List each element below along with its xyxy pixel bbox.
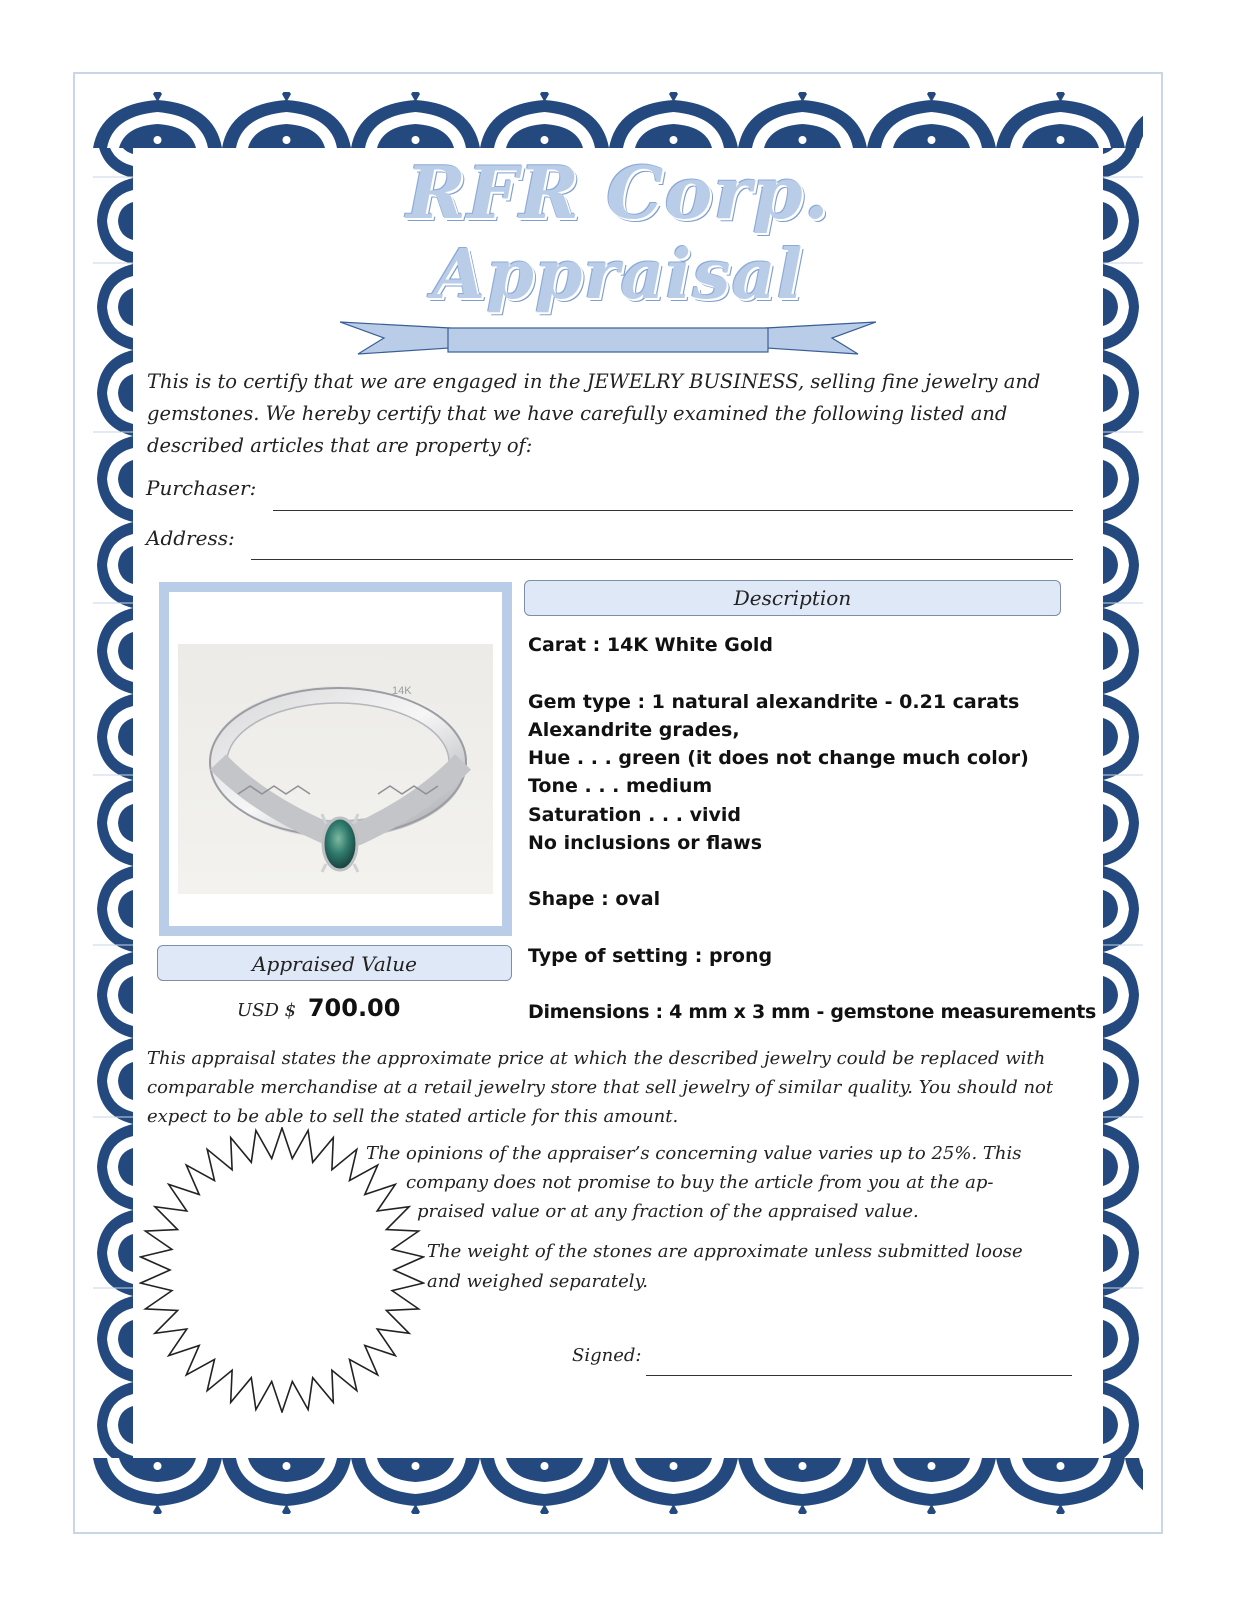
- value-amount: 700.00: [307, 994, 401, 1022]
- weight-line-1: The weight of the stones are approximate unless submitted loose: [427, 1241, 1023, 1262]
- purchaser-line[interactable]: [273, 510, 1073, 511]
- detail-shape: Shape : oval: [528, 888, 661, 910]
- detail-setting: Type of setting : prong: [528, 945, 773, 967]
- detail-inclusions: No inclusions or flaws: [528, 832, 763, 854]
- intro-statement: This is to certify that we are engaged in the JEWELRY BUSINESS, selling fine jewelry and gemstones. We hereby certify that we have carefully examined the following listed and described articles that are property of:: [147, 370, 1041, 457]
- address-label: Address:: [146, 526, 235, 550]
- detail-carat: Carat : 14K White Gold: [528, 634, 773, 656]
- opinions-line-3: praised value or at any fraction of the appraised value.: [417, 1201, 919, 1222]
- appraised-value-heading: Appraised Value: [157, 945, 512, 981]
- weight-line-2: and weighed separately.: [427, 1271, 649, 1292]
- detail-saturation: Saturation . . . vivid: [528, 804, 741, 826]
- disclaimer-text: This appraisal states the approximate price at which the described jewelry could be replaced with comparable merchandise at a retail jewelry store that sell jewelry of similar quality. You should not expect to be able to sell the stated article for this amount.: [147, 1048, 1054, 1127]
- signature-line[interactable]: [646, 1375, 1072, 1376]
- opinions-line-2: company does not promise to buy the article from you at the ap-: [406, 1172, 994, 1193]
- address-line[interactable]: [251, 559, 1073, 560]
- seal-starburst: [139, 1127, 425, 1413]
- detail-tone: Tone . . . medium: [528, 775, 713, 797]
- detail-gem-type: Gem type : 1 natural alexandrite - 0.21 carats: [528, 691, 1020, 713]
- ribbon-banner: [340, 318, 876, 358]
- photo-frame: [159, 582, 512, 936]
- description-heading: Description: [524, 580, 1061, 616]
- opinions-line-1: The opinions of the appraiser’s concerning value varies up to 25%. This: [366, 1143, 1022, 1164]
- watermark-title: RFR Corp.: [406, 150, 830, 235]
- ring-photo: [178, 644, 493, 894]
- watermark-subtitle: Appraisal: [432, 235, 804, 315]
- detail-dimensions: Dimensions : 4 mm x 3 mm - gemstone measurements: [528, 1001, 1097, 1023]
- purchaser-label: Purchaser:: [146, 476, 257, 500]
- band-hallmark: 14K: [392, 685, 412, 697]
- currency-label: USD $: [237, 1000, 297, 1021]
- detail-grades: Alexandrite grades,: [528, 719, 740, 741]
- appraised-value: [237, 994, 400, 1022]
- detail-hue: Hue . . . green (it does not change much color): [528, 747, 1029, 769]
- signed-label: Signed:: [572, 1345, 642, 1366]
